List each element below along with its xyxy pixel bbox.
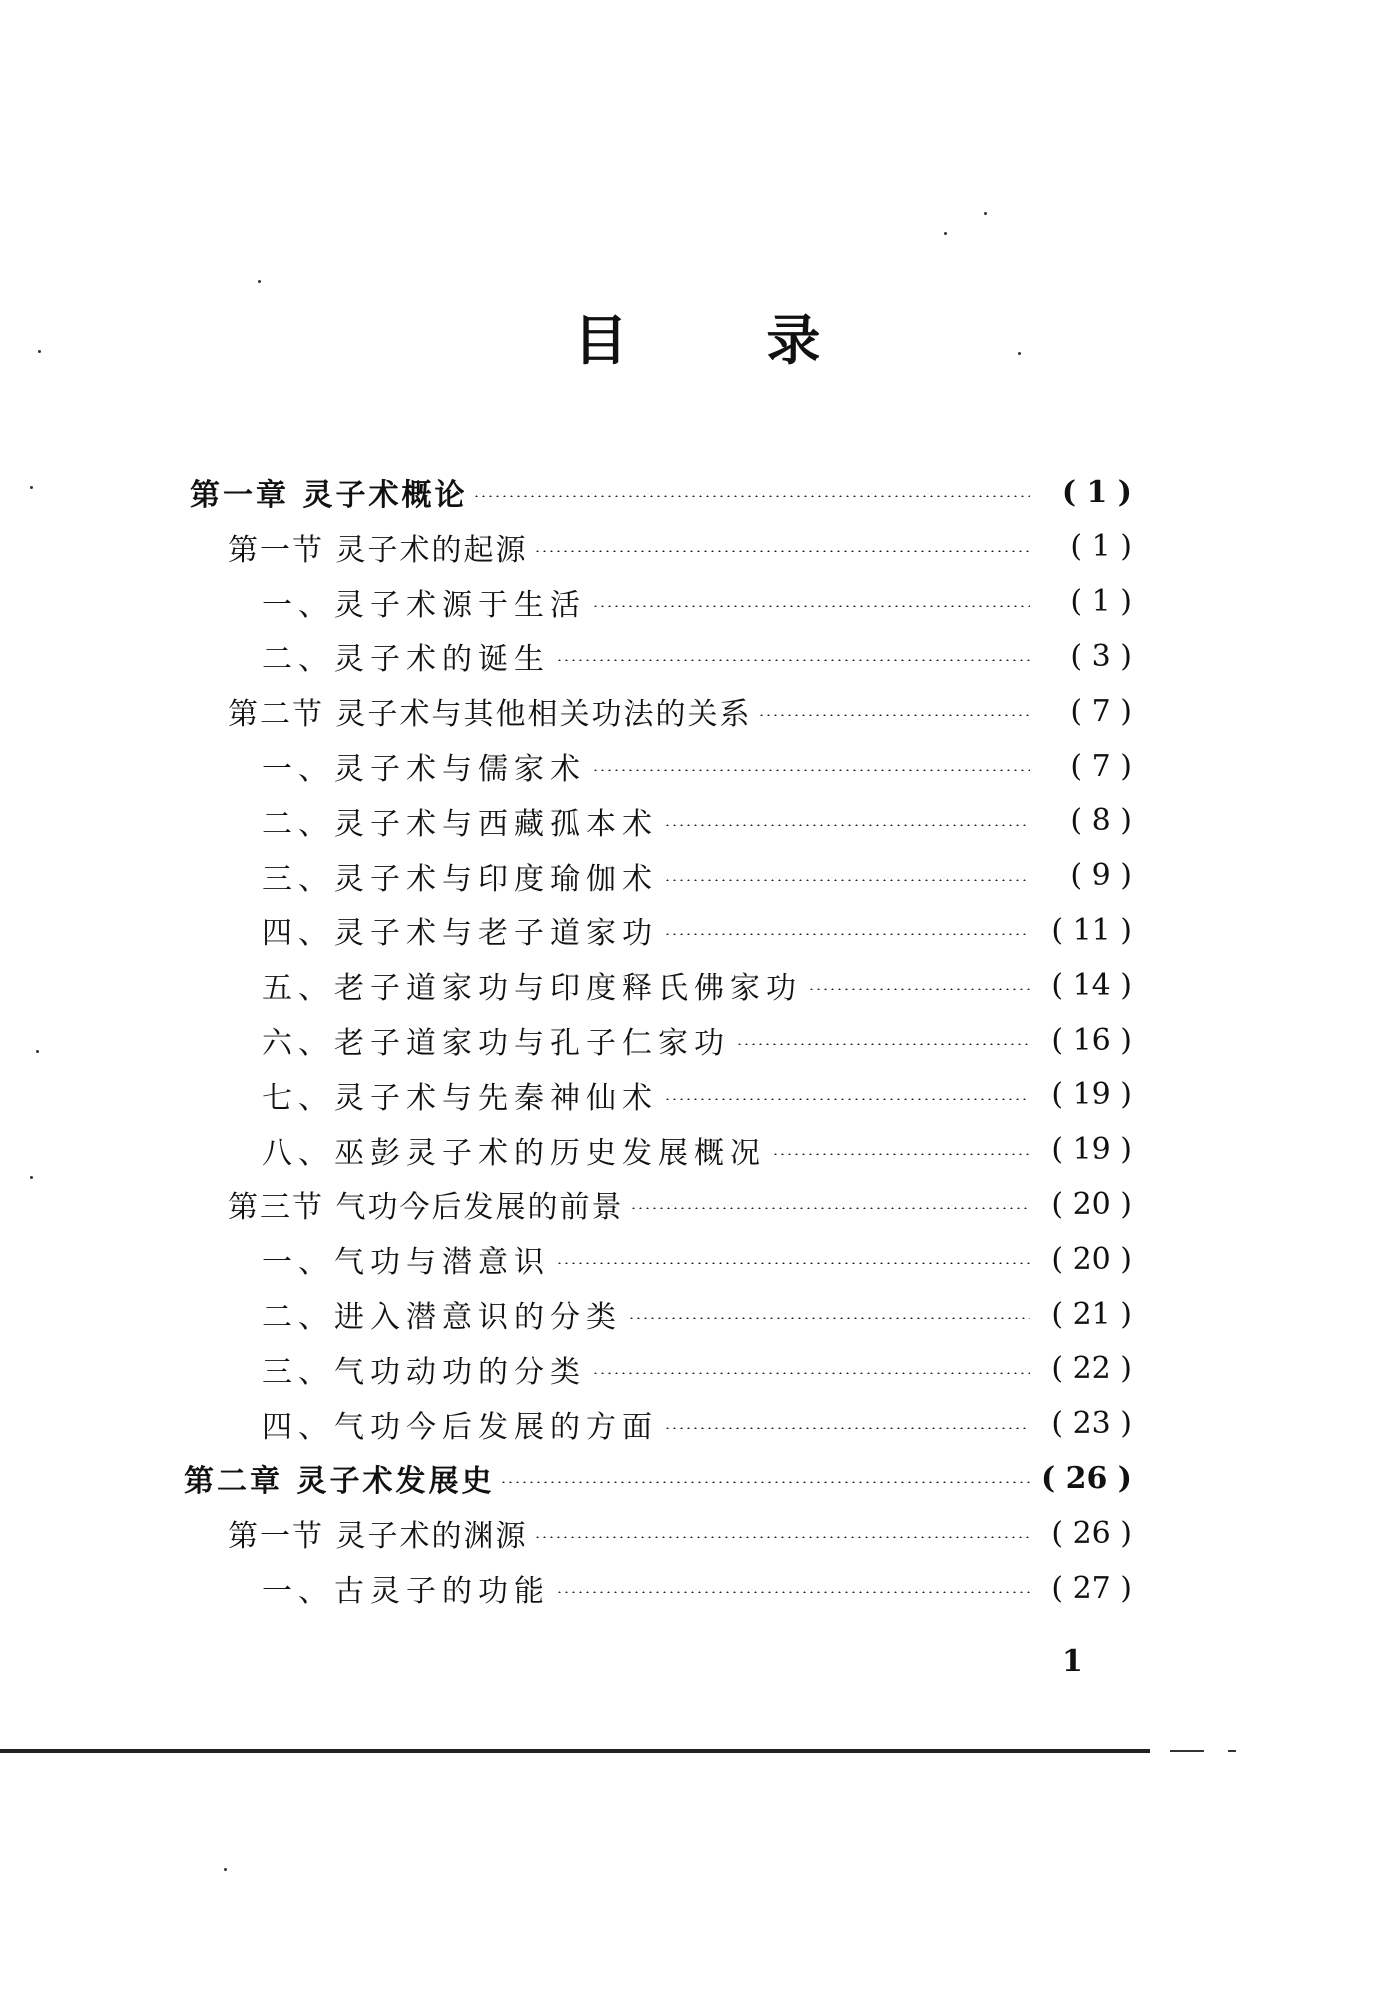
page-number: 1: [1062, 1644, 1083, 1679]
toc-entry-page: ( 11 ): [1051, 912, 1132, 948]
toc-entry-label: 二、灵子术的诞生: [262, 642, 550, 678]
toc-entry-page: ( 1 ): [1070, 584, 1132, 620]
toc-entry-item: [262, 629, 1132, 683]
toc-dot-leader: [500, 1481, 1030, 1483]
toc-entry-item: [262, 1013, 1132, 1067]
toc-entry-item: [262, 575, 1132, 629]
toc-dot-leader: [736, 1043, 1030, 1045]
toc-dot-leader: [664, 933, 1030, 935]
toc-entry-page: ( 7 ): [1070, 693, 1132, 729]
toc-entry-label: 第三节 气功今后发展的前景: [228, 1190, 624, 1226]
toc-entry-label: 七、灵子术与先秦神仙术: [262, 1080, 658, 1116]
scan-speck: [944, 232, 947, 235]
toc-entry-section: [228, 1506, 1132, 1560]
toc-entry-label: 第一节 灵子术的渊源: [228, 1519, 528, 1555]
toc-dot-leader: [534, 550, 1030, 552]
toc-dot-leader: [808, 988, 1030, 990]
scan-speck: [30, 486, 33, 489]
toc-entry-item: [262, 739, 1132, 793]
bottom-rule-dash: [1170, 1750, 1204, 1752]
toc-entry-chapter: [190, 465, 1132, 519]
toc-entry-label: 五、老子道家功与印度释氏佛家功: [262, 971, 802, 1007]
toc-entry-page: ( 8 ): [1070, 803, 1132, 839]
toc-dot-leader: [556, 1591, 1030, 1593]
toc-entry-label: 第一节 灵子术的起源: [228, 532, 528, 568]
toc-entry-section: [228, 1177, 1132, 1231]
toc-entry-item: [262, 903, 1132, 957]
toc-dot-leader: [664, 879, 1030, 881]
toc-entry-page: ( 23 ): [1051, 1406, 1132, 1442]
toc-entry-page: ( 26 ): [1040, 1460, 1132, 1496]
toc-dot-leader: [664, 824, 1030, 826]
toc-dot-leader: [628, 1317, 1030, 1319]
toc-entry-label: 第一章 灵子术概论: [190, 478, 468, 513]
toc-dot-leader: [592, 605, 1030, 607]
toc-entry-page: ( 1 ): [1061, 474, 1132, 510]
toc-entry-label: 四、气功今后发展的方面: [262, 1409, 658, 1445]
toc-entry-item: [262, 849, 1132, 903]
toc-entry-item: [262, 1397, 1132, 1451]
toc-entry-label: 第二节 灵子术与其他相关功法的关系: [228, 697, 752, 733]
scan-speck: [38, 350, 41, 353]
toc-entry-item: [262, 1287, 1132, 1341]
toc-entry-page: ( 16 ): [1051, 1022, 1132, 1058]
toc-entry-item: [262, 1068, 1132, 1122]
toc-entry-label: 四、灵子术与老子道家功: [262, 916, 658, 952]
toc-entry-page: ( 22 ): [1051, 1351, 1132, 1387]
toc-entry-label: 一、气功与潜意识: [262, 1245, 550, 1281]
toc-entry-label: 八、巫彭灵子术的历史发展概况: [262, 1135, 766, 1171]
toc-entry-label: 二、灵子术与西藏孤本术: [262, 806, 658, 842]
toc-entry-chapter: [184, 1451, 1132, 1505]
toc-entry-page: ( 26 ): [1051, 1515, 1132, 1551]
toc-entry-label: 二、进入潜意识的分类: [262, 1300, 622, 1335]
scan-speck: [30, 1176, 33, 1179]
scan-speck: [224, 1868, 227, 1871]
scan-speck: [36, 1050, 39, 1053]
bottom-rule-dash: [1228, 1750, 1236, 1752]
toc-entry-item: [262, 1342, 1132, 1396]
toc-dot-leader: [556, 1262, 1030, 1264]
toc-entry-item: [262, 958, 1132, 1012]
toc-dot-leader: [664, 1098, 1030, 1100]
toc-entry-label: 三、气功动功的分类: [262, 1354, 586, 1390]
toc-entry-item: [262, 1123, 1132, 1177]
toc-entry-label: 一、灵子术与儒家术: [262, 752, 586, 787]
toc-entry-label: 一、古灵子的功能: [262, 1574, 550, 1609]
toc-entry-item: [262, 794, 1132, 848]
toc-dot-leader: [664, 1427, 1030, 1429]
toc-entry-page: ( 21 ): [1051, 1296, 1132, 1332]
scan-speck: [1018, 352, 1021, 355]
toc-entry-page: ( 9 ): [1070, 858, 1132, 894]
toc-entry-page: ( 19 ): [1051, 1077, 1132, 1113]
toc-entry-item: [262, 1232, 1132, 1286]
toc-dot-leader: [592, 769, 1030, 771]
toc-dot-leader: [630, 1207, 1030, 1209]
toc-entry-page: ( 3 ): [1070, 638, 1132, 674]
toc-entry-page: ( 20 ): [1051, 1241, 1132, 1277]
toc-entry-label: 第二章 灵子术发展史: [184, 1464, 495, 1500]
toc-entry-page: ( 20 ): [1051, 1186, 1132, 1222]
toc-entry-page: ( 19 ): [1051, 1132, 1132, 1168]
toc-dot-leader: [592, 1372, 1030, 1374]
toc-entry-item: [262, 1561, 1132, 1615]
toc-entry-label: 六、老子道家功与孔子仁家功: [262, 1026, 730, 1061]
toc-entry-page: ( 27 ): [1051, 1570, 1132, 1606]
toc-dot-leader: [772, 1153, 1030, 1155]
toc-dot-leader: [534, 1536, 1030, 1538]
toc-dot-leader: [556, 659, 1030, 661]
toc-entry-page: ( 7 ): [1070, 748, 1132, 784]
toc-entry-section: [228, 684, 1132, 738]
toc-dot-leader: [758, 714, 1030, 716]
scan-speck: [258, 280, 261, 283]
toc-entry-page: ( 1 ): [1070, 529, 1132, 565]
page-title: 目 录: [573, 308, 881, 372]
toc-entry-page: ( 14 ): [1051, 967, 1132, 1003]
toc-entry-label: 三、灵子术与印度瑜伽术: [262, 861, 658, 897]
bottom-rule: [0, 1749, 1150, 1753]
toc-entry-section: [228, 520, 1132, 574]
toc-entry-label: 一、灵子术源于生活: [262, 587, 586, 623]
toc-dot-leader: [473, 495, 1030, 497]
scan-speck: [984, 212, 987, 215]
